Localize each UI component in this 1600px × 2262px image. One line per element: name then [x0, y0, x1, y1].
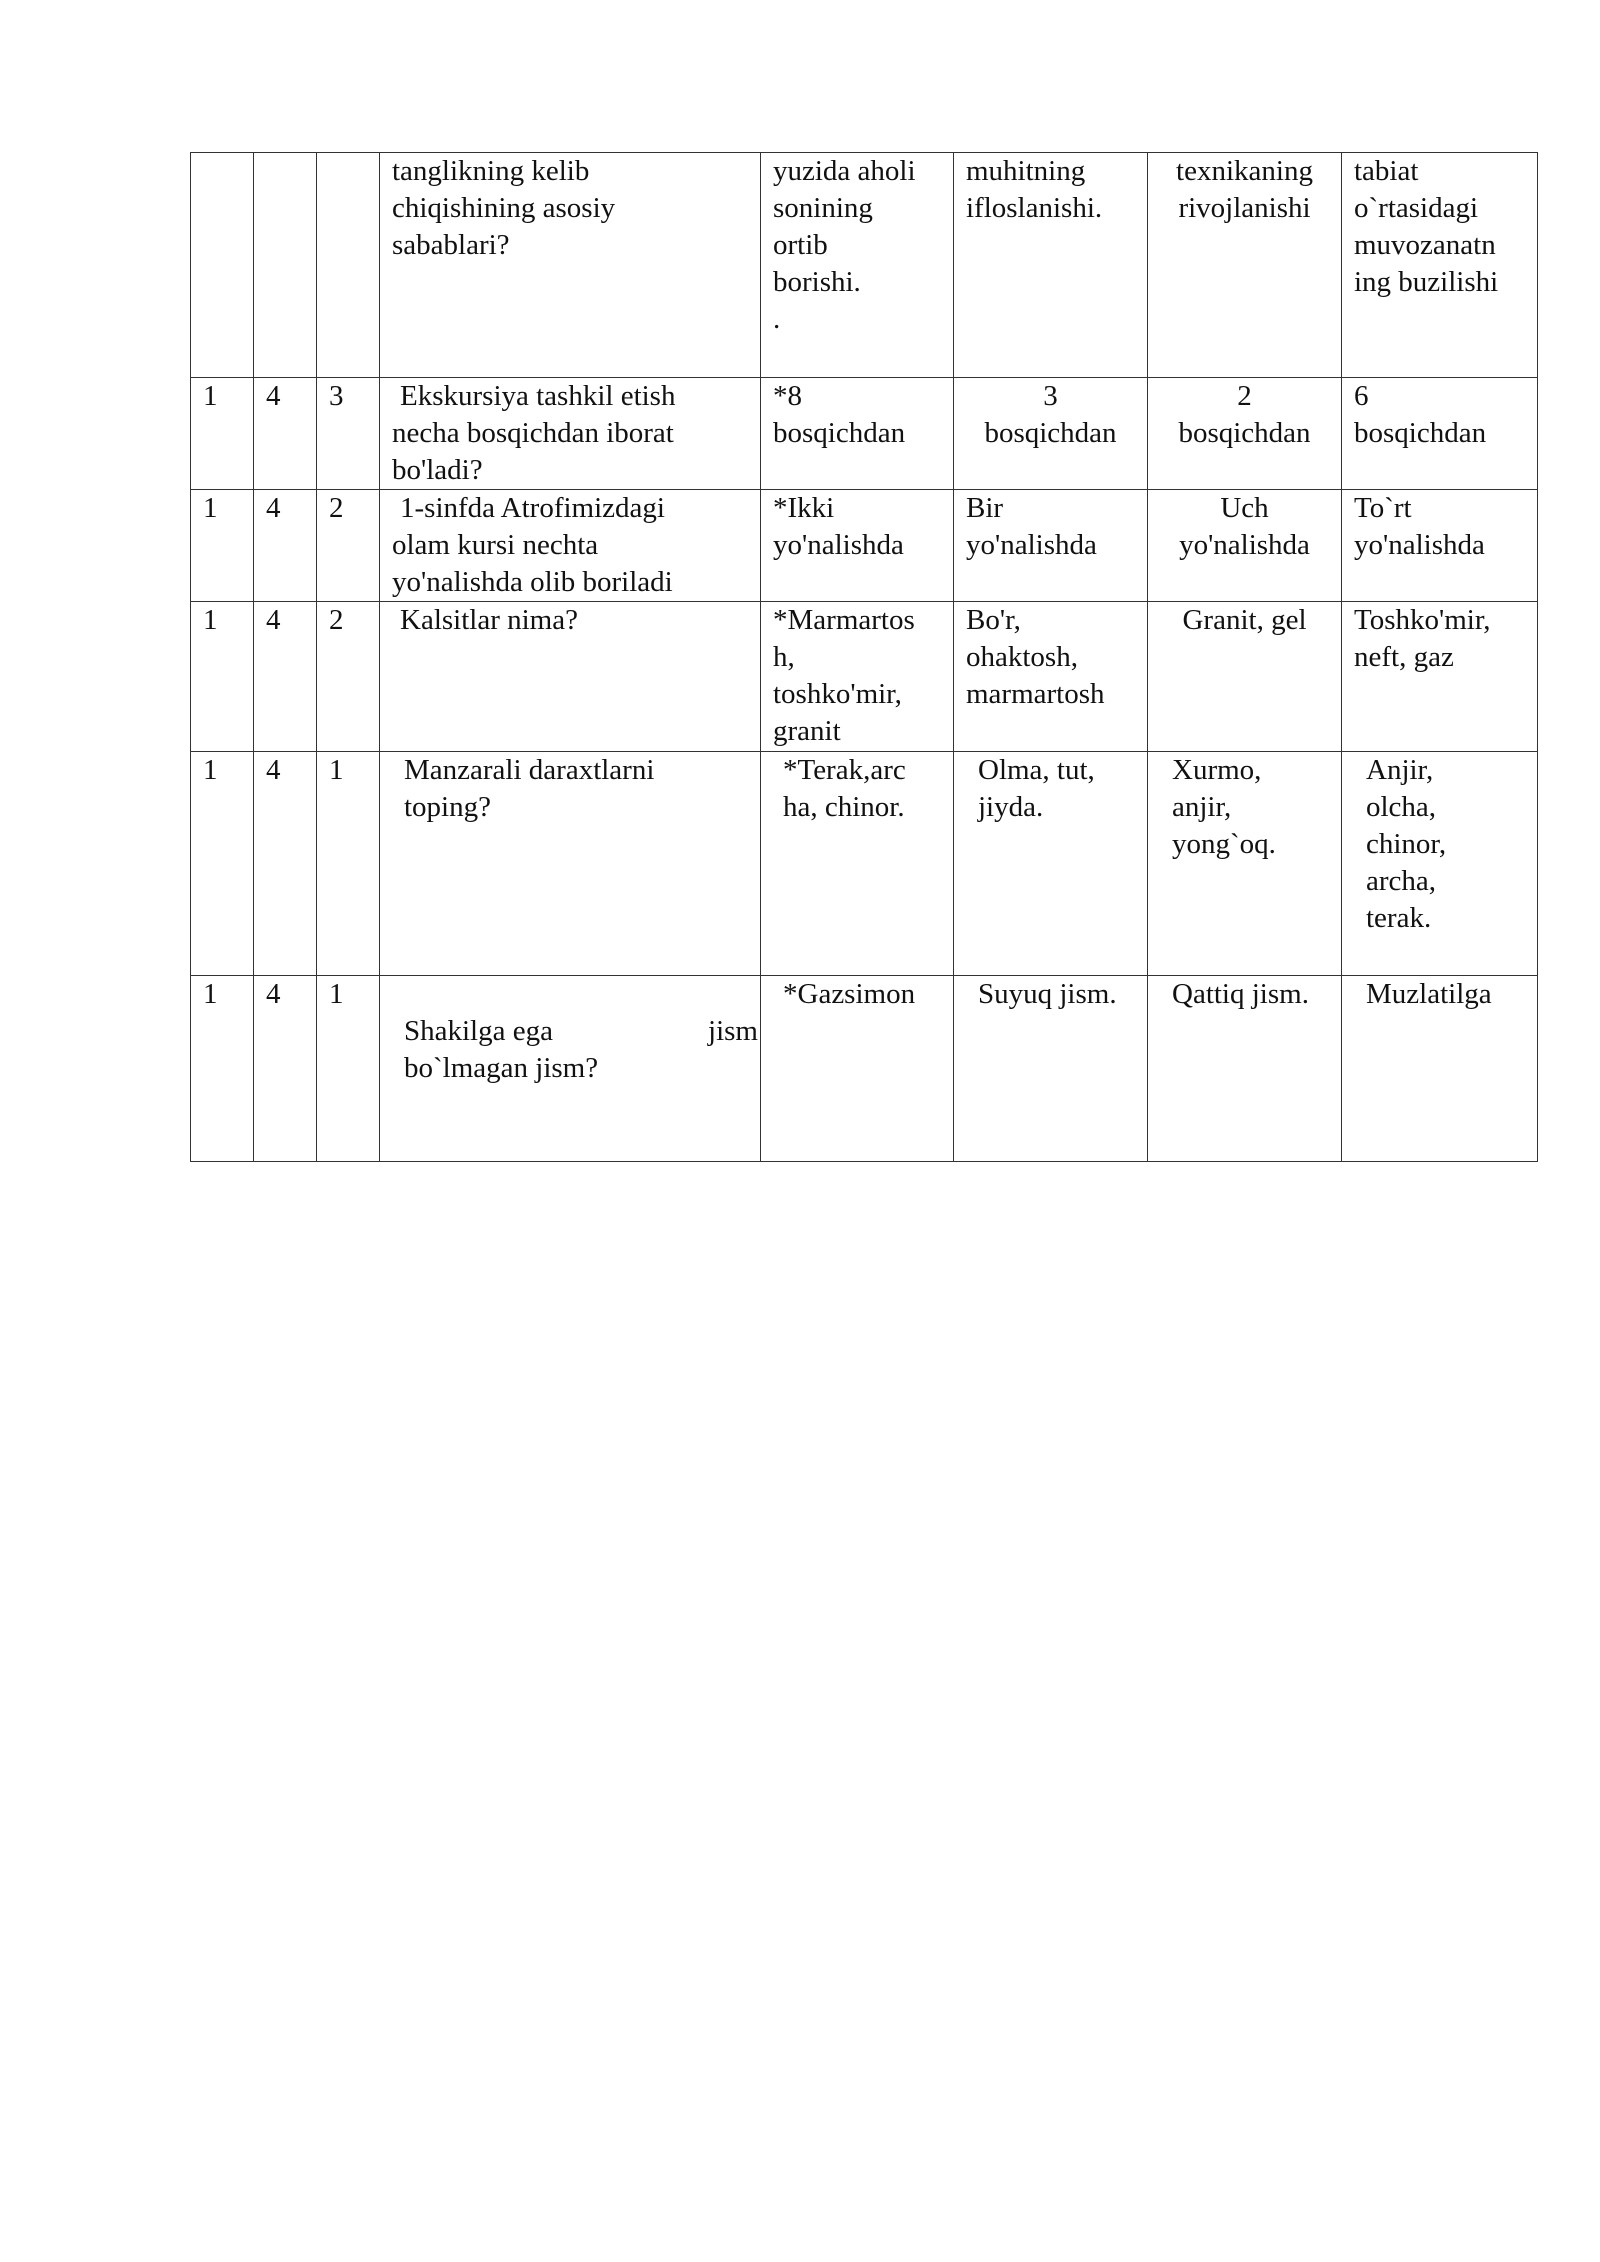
answer-text: Xurmo, anjir, yong`oq.: [1172, 754, 1276, 860]
answer-cell: [954, 378, 1148, 490]
question-cell: [380, 490, 761, 602]
answer-cell: [1148, 976, 1342, 1162]
answer-text: Qattiq jism.: [1172, 978, 1309, 1010]
answer-cell: [1148, 752, 1342, 976]
table-row: [191, 378, 1538, 490]
cell-text: 4: [266, 604, 281, 636]
table-cell: [254, 153, 317, 378]
answer-text: muhitning ifloslanishi.: [966, 155, 1103, 224]
answer-cell: [954, 602, 1148, 752]
question-text: tanglikning kelib chiqishining asosiy sabablari?: [392, 155, 616, 261]
cell-text: 1: [203, 380, 218, 412]
cell-text: 1: [203, 492, 218, 524]
question-cell: [380, 378, 761, 490]
answer-cell: [1342, 153, 1538, 378]
answer-text: 3 bosqichdan: [984, 380, 1117, 449]
question-cell: [380, 752, 761, 976]
table-row: [191, 976, 1538, 1162]
answer-cell: [954, 490, 1148, 602]
question-text: Kalsitlar nima?: [400, 604, 578, 636]
answer-text: Anjir, olcha, chinor, archa, terak.: [1366, 754, 1447, 934]
answer-text: yuzida aholi sonining ortib borishi. .: [773, 155, 916, 335]
table-cell: [317, 490, 380, 602]
cell-text: 1: [203, 604, 218, 636]
answer-text: *Terak,arc ha, chinor.: [783, 754, 906, 823]
cell-text: 1: [203, 754, 218, 786]
answer-cell: [1342, 378, 1538, 490]
cell-text: 4: [266, 492, 281, 524]
table-cell: [254, 378, 317, 490]
table-cell: [254, 976, 317, 1162]
answer-text: *Gazsimon: [783, 978, 916, 1010]
table-cell: [191, 490, 254, 602]
answer-text: Toshko'mir, neft, gaz: [1354, 604, 1491, 673]
question-cell: [380, 153, 761, 378]
question-text: Ekskursiya tashkil etish necha bosqichdan iborat bo'ladi?: [392, 380, 676, 486]
answer-text: Olma, tut, jiyda.: [978, 754, 1095, 823]
question-text: Shakilga ega bo`lmagan jism?: [404, 1015, 599, 1084]
answer-cell: [1342, 976, 1538, 1162]
answer-text: To`rt yo'nalishda: [1354, 492, 1485, 561]
answer-text: Muzlatilga: [1366, 978, 1492, 1010]
answer-cell: [1148, 378, 1342, 490]
answer-cell: [761, 153, 954, 378]
question-text: 1-sinfda Atrofimizdagi olam kursi nechta yo'nalishda olib boriladi: [392, 492, 673, 598]
answer-cell: [761, 976, 954, 1162]
table-row: [191, 153, 1538, 378]
answer-text: Granit, gel: [1182, 604, 1307, 636]
cell-text: 1: [329, 978, 344, 1010]
cell-text: 4: [266, 380, 281, 412]
answer-cell: [1342, 602, 1538, 752]
answer-cell: [1342, 490, 1538, 602]
answer-text: tabiat o`rtasidagi muvozanatn ing buzilishi: [1354, 155, 1499, 298]
answer-cell: [954, 153, 1148, 378]
answer-text: texnikaning rivojlanishi: [1176, 155, 1313, 224]
answer-cell: [954, 976, 1148, 1162]
table-cell: [317, 752, 380, 976]
table-cell: [254, 490, 317, 602]
answer-cell: [761, 752, 954, 976]
table-cell: [254, 752, 317, 976]
table-cell: [317, 602, 380, 752]
answer-cell: [1148, 153, 1342, 378]
answer-cell: [761, 490, 954, 602]
cell-text: 4: [266, 754, 281, 786]
answer-text: 6 bosqichdan: [1354, 380, 1487, 449]
answer-cell: [761, 602, 954, 752]
answer-text: *Ikki yo'nalishda: [773, 492, 904, 561]
answer-text: 2 bosqichdan: [1178, 380, 1311, 449]
table-cell: [191, 153, 254, 378]
answer-text: *8 bosqichdan: [773, 380, 906, 449]
cell-text: 2: [329, 604, 344, 636]
answer-text: *Marmartos h, toshko'mir, granit: [773, 604, 915, 747]
answer-text: Suyuq jism.: [978, 978, 1117, 1010]
table-cell: [191, 752, 254, 976]
cell-text: 3: [329, 380, 344, 412]
answer-text: Bo'r, ohaktosh, marmartosh: [966, 604, 1105, 710]
table-cell: [191, 602, 254, 752]
cell-text: 4: [266, 978, 281, 1010]
table-cell: [317, 378, 380, 490]
table-cell: [317, 153, 380, 378]
table-cell: [317, 976, 380, 1162]
answer-cell: [761, 378, 954, 490]
question-cell: [380, 976, 761, 1162]
answer-text: Bir yo'nalishda: [966, 492, 1097, 561]
question-table: [190, 152, 1538, 1162]
table-cell: [254, 602, 317, 752]
table-row: [191, 602, 1538, 752]
question-text: Manzarali daraxtlarni toping?: [404, 754, 655, 823]
table-cell: [191, 378, 254, 490]
table-row: [191, 752, 1538, 976]
table-cell: [191, 976, 254, 1162]
answer-cell: [1148, 602, 1342, 752]
answer-cell: [1342, 752, 1538, 976]
question-cell: [380, 602, 761, 752]
table-row: [191, 490, 1538, 602]
cell-text: 1: [203, 978, 218, 1010]
cell-text: 1: [329, 754, 344, 786]
cell-text: 2: [329, 492, 344, 524]
answer-cell: [954, 752, 1148, 976]
question-overflow-text: jism: [708, 1015, 758, 1047]
answer-cell: [1148, 490, 1342, 602]
answer-text: Uch yo'nalishda: [1179, 492, 1310, 561]
